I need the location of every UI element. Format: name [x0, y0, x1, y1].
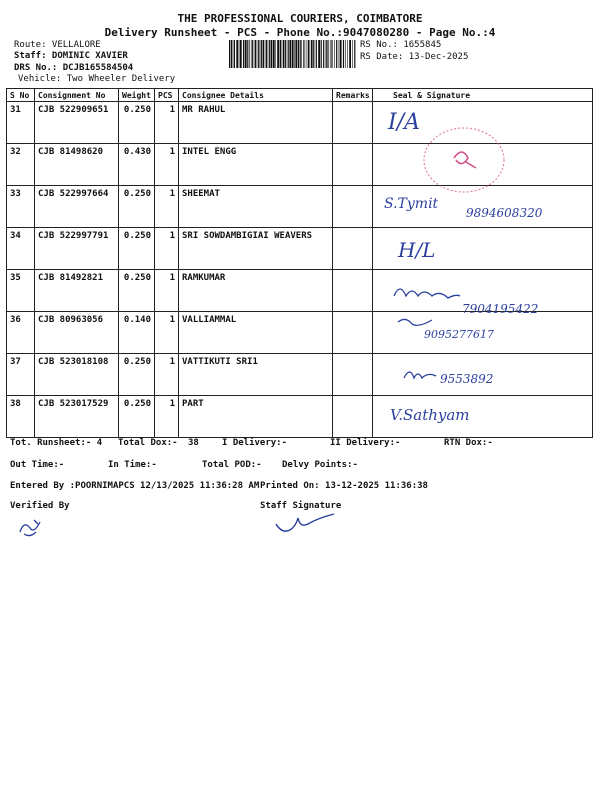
- cell-consignment: CJB 80963056: [35, 312, 119, 354]
- cell-consignee: VATTIKUTI SRI1: [179, 354, 333, 396]
- cell-consignment: CJB 81498620: [35, 144, 119, 186]
- cell-sno: 36: [7, 312, 35, 354]
- cell-remarks: [333, 396, 373, 438]
- cell-consignment: CJB 81492821: [35, 270, 119, 312]
- cell-pcs: 1: [155, 354, 179, 396]
- cell-consignee: RAMKUMAR: [179, 270, 333, 312]
- signature-4: V.Sathyam: [390, 406, 470, 424]
- cell-pcs: 1: [155, 396, 179, 438]
- cell-weight: 0.140: [119, 312, 155, 354]
- out-time: Out Time:-: [10, 460, 65, 470]
- column-header: Consignee Details: [179, 89, 333, 102]
- cell-consignee: INTEL ENGG: [179, 144, 333, 186]
- signature-scribble-3: [402, 366, 438, 384]
- staff-signature: [272, 508, 342, 538]
- cell-remarks: [333, 102, 373, 144]
- cell-weight: 0.250: [119, 186, 155, 228]
- table-row: [7, 312, 593, 354]
- cell-weight: 0.250: [119, 354, 155, 396]
- signature-3: H/L: [398, 238, 436, 262]
- cell-weight: 0.250: [119, 102, 155, 144]
- printed-on: Printed On: 13-12-2025 11:36:38: [260, 481, 428, 491]
- cell-pcs: 1: [155, 102, 179, 144]
- signature-phone-1: 9894608320: [466, 206, 543, 220]
- cell-sno: 37: [7, 354, 35, 396]
- entered-by: Entered By :POORNIMAPCS 12/13/2025 11:36:28 AM: [10, 481, 260, 491]
- cell-pcs: 1: [155, 228, 179, 270]
- cell-weight: 0.250: [119, 396, 155, 438]
- signature-scribble-1: [390, 282, 480, 302]
- vehicle-label: Vehicle: Two Wheeler Delivery: [18, 74, 176, 84]
- total-runsheet: Tot. Runsheet:- 4: [10, 438, 103, 448]
- total-pod: Total POD:-: [202, 460, 262, 470]
- cell-consignment: CJB 522909651: [35, 102, 119, 144]
- cell-weight: 0.430: [119, 144, 155, 186]
- table-row: [7, 396, 593, 438]
- cell-consignee: MR RAHUL: [179, 102, 333, 144]
- route-label: Route: VELLALORE: [14, 40, 101, 50]
- verified-by-label: Verified By: [10, 501, 70, 511]
- cell-pcs: 1: [155, 312, 179, 354]
- cell-remarks: [333, 144, 373, 186]
- total-dox-value: 38: [188, 438, 199, 448]
- column-header: Remarks: [333, 89, 373, 102]
- column-header: Seal & Signature: [373, 89, 593, 102]
- rs-date: RS Date: 13-Dec-2025: [360, 52, 469, 62]
- i-delivery: I Delivery:-: [222, 438, 288, 448]
- column-header: Weight: [119, 89, 155, 102]
- drs-number: DRS No.: DCJB165584504: [14, 63, 134, 73]
- signature-phone-4: 9553892: [440, 372, 494, 386]
- total-dox-label: Total Dox:-: [118, 438, 178, 448]
- cell-sno: 35: [7, 270, 35, 312]
- cell-sno: 31: [7, 102, 35, 144]
- cell-remarks: [333, 312, 373, 354]
- table-row: [7, 228, 593, 270]
- in-time: In Time:-: [108, 460, 157, 470]
- cell-pcs: 1: [155, 144, 179, 186]
- cell-weight: 0.250: [119, 270, 155, 312]
- cell-consignment: CJB 522997791: [35, 228, 119, 270]
- cell-consignee: SHEEMAT: [179, 186, 333, 228]
- staff-signature-label: Staff Signature: [260, 501, 342, 511]
- cell-consignee: VALLIAMMAL: [179, 312, 333, 354]
- cell-remarks: [333, 228, 373, 270]
- column-header: PCS: [155, 89, 179, 102]
- ii-delivery: II Delivery:-: [330, 438, 401, 448]
- cell-consignment: CJB 522997664: [35, 186, 119, 228]
- cell-weight: 0.250: [119, 228, 155, 270]
- signature-scribble-2: [396, 314, 436, 328]
- stamp-image: [420, 124, 508, 196]
- runsheet-subtitle: Delivery Runsheet - PCS - Phone No.:9047080280 - Page No.:4: [104, 26, 496, 39]
- column-header: S No: [7, 89, 35, 102]
- cell-sno: 38: [7, 396, 35, 438]
- table-row: [7, 354, 593, 396]
- rs-number: RS No.: 1655845: [360, 40, 442, 50]
- cell-remarks: [333, 186, 373, 228]
- signature-1: I/A: [388, 110, 420, 135]
- signature-phone-2: 7904195422: [462, 302, 539, 316]
- staff-label: Staff: DOMINIC XAVIER: [14, 51, 128, 61]
- cell-sno: 32: [7, 144, 35, 186]
- verified-signature: [14, 516, 48, 540]
- cell-consignment: CJB 523018108: [35, 354, 119, 396]
- signature-phone-3: 9095277617: [424, 328, 494, 341]
- rtn-dox: RTN Dox:-: [444, 438, 493, 448]
- cell-consignee: PART: [179, 396, 333, 438]
- cell-remarks: [333, 354, 373, 396]
- cell-sno: 33: [7, 186, 35, 228]
- cell-pcs: 1: [155, 270, 179, 312]
- cell-remarks: [333, 270, 373, 312]
- table-header-row: [7, 89, 593, 102]
- column-header: Consignment No: [35, 89, 119, 102]
- cell-consignee: SRI SOWDAMBIGIAI WEAVERS: [179, 228, 333, 270]
- cell-pcs: 1: [155, 186, 179, 228]
- cell-consignment: CJB 523017529: [35, 396, 119, 438]
- cell-sno: 34: [7, 228, 35, 270]
- company-name: THE PROFESSIONAL COURIERS, COIMBATORE: [177, 12, 423, 25]
- signature-2: S.Tymit: [384, 196, 439, 212]
- barcode-image: [229, 40, 357, 68]
- delvy-points: Delvy Points:-: [282, 460, 358, 470]
